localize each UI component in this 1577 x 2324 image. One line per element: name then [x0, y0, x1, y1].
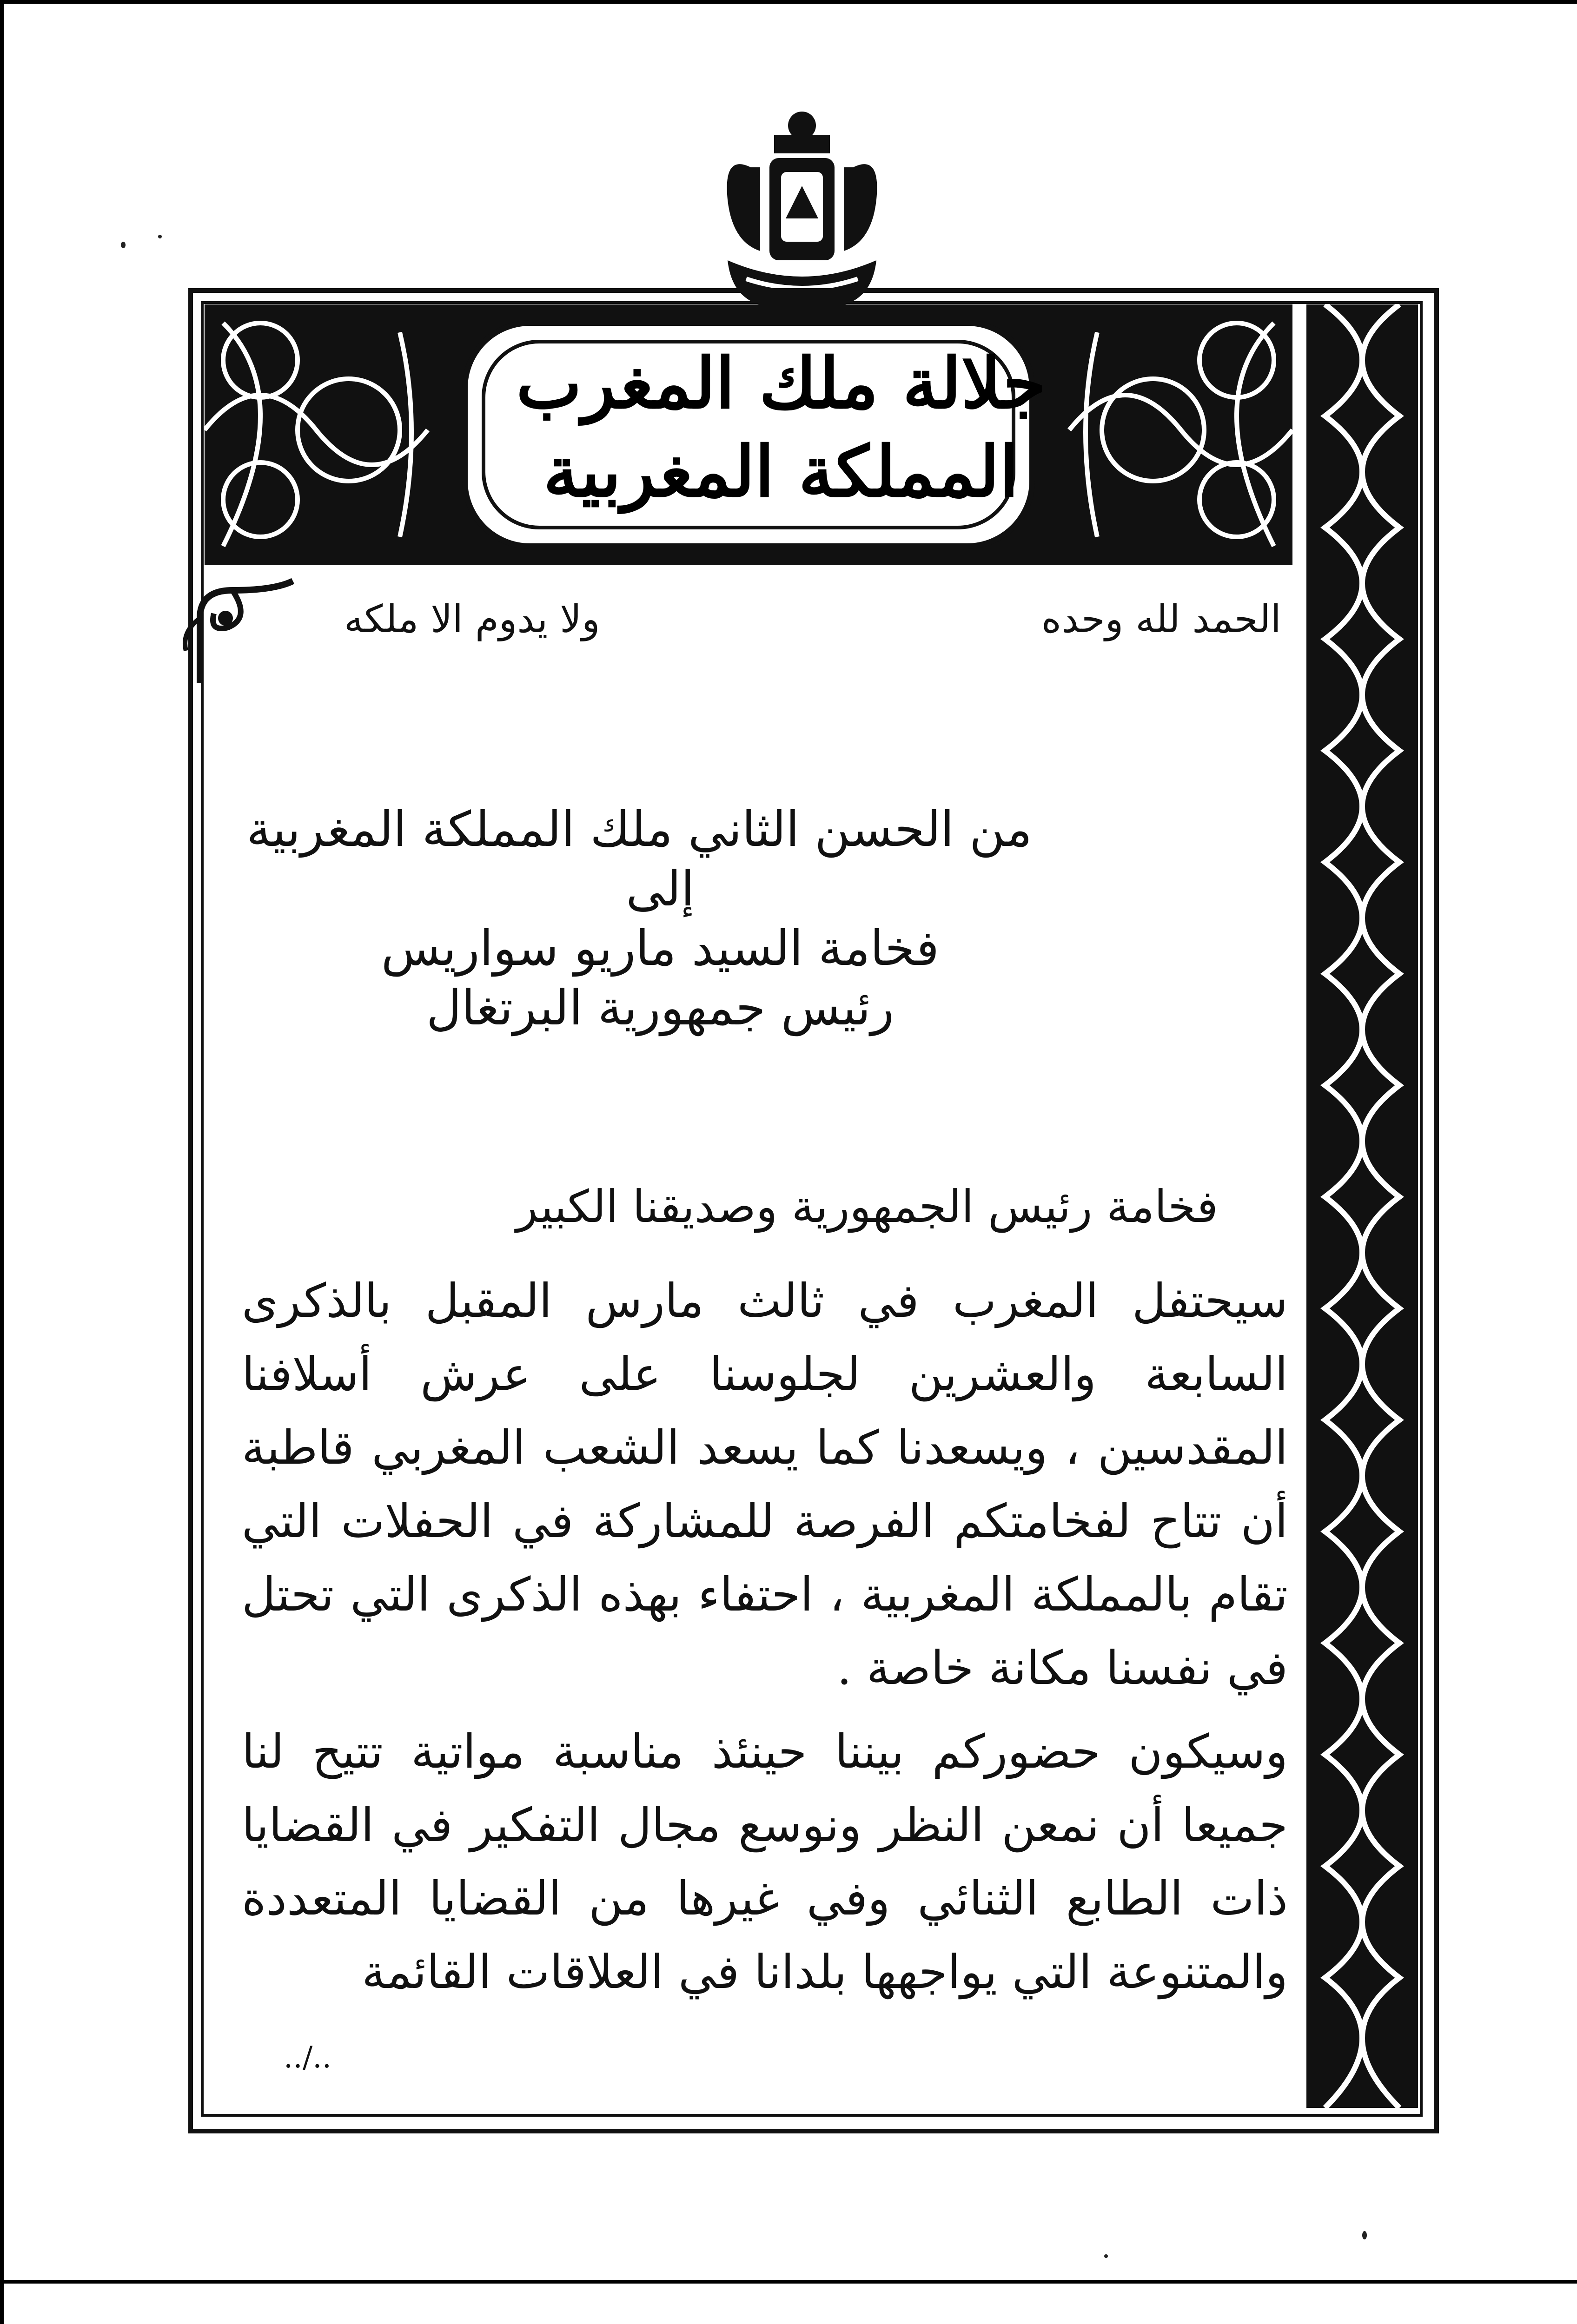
side-arabesque-band	[1306, 304, 1418, 2108]
sender-line: من الحسن الثاني ملك المملكة المغربية	[246, 801, 1032, 858]
title-cartouche	[451, 302, 1111, 553]
recipient-name: فخامة السيد ماريو سواريس	[381, 920, 940, 977]
invocation-kingship: ولا يدوم الا ملكه	[344, 597, 600, 641]
scan-page-divider	[0, 2280, 1577, 2284]
title-kingdom-of-morocco: المملكة المغربية	[543, 431, 1019, 513]
salutation: فخامة رئيس الجمهورية وصديقنا الكبير	[516, 1181, 1218, 1233]
scan-left-edge	[0, 0, 4, 2324]
body-paragraph-1: سيحتفل المغرب في ثالث مارس المقبل بالذكرى السابعة والعشرين لجلوسنا على عرش أسلافنا المقدسين ، ويسعدنا كما يسعد الشعب المغربي قاطبة أن تتاح لفخامتكم الفرصة للمشاركة في الحفلات التي تقام بالمملكة المغربية ، احتفاء بهذه الذكرى التي تحتل في نفسنا مكانة خاصة .	[242, 1274, 1288, 1695]
to-word: إلى	[626, 860, 695, 917]
scan-speck	[1104, 2254, 1108, 2258]
body-paragraph-2: وسيكون حضوركم بيننا حينئذ مناسبة مواتية تتيح لنا جميعا أن نمعن النظر ونوسع مجال التفكير في القضايا ذات الطابع الثنائي وفي غيرها من القضايا المتعددة والمتنوعة التي يواجهها بلدانا في العلاقات القائمة	[242, 1724, 1288, 1999]
invocation-praise: الحمد لله وحده	[1041, 597, 1281, 641]
scan-speck	[158, 235, 162, 238]
corner-flourish-icon	[181, 576, 302, 683]
scan-speck	[121, 242, 126, 248]
title-king-of-morocco: جلالة ملك المغرب	[516, 343, 1046, 424]
recipient-title: رئيس جمهورية البرتغال	[426, 979, 894, 1036]
address-block	[246, 799, 1032, 1037]
scan-speck	[1362, 2231, 1367, 2239]
scan-top-edge	[0, 0, 1577, 4]
continuation-mark: ../..	[284, 2040, 331, 2075]
